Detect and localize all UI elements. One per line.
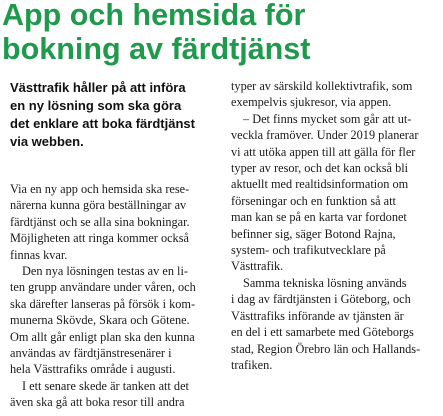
headline-line: bokning av färdtjänst [2, 32, 311, 66]
body-line: en del i ett samarbete med Göteborgs [231, 325, 414, 340]
body-line: i dag av färdtjänsten i Göteborg, och [231, 292, 411, 307]
body-line: exempelvis sjukresor, via appen. [231, 95, 392, 110]
lead-line: via webben. [10, 134, 84, 149]
body-line: förseningar och en funktion så att [231, 193, 396, 208]
headline [2, 0, 442, 66]
lead-line: Västtrafik håller på att införa [10, 80, 186, 95]
body-line: munerna Skövde, Skara och Götene. [10, 313, 190, 328]
body-line: befinner sig, säger Botond Rajna, [231, 226, 396, 241]
body-line: stad, Region Örebro län och Hallands- [231, 341, 421, 356]
lead-line: en ny lösning som ska göra [10, 98, 182, 113]
body-line: I ett senare skede är tanken att det [22, 378, 189, 393]
body-line: ten grupp användare under våren, och [10, 280, 196, 295]
body-line: ska därefter lanseras på försök i kom- [10, 296, 196, 311]
body-line: hela Västtrafiks område i augusti. [10, 362, 176, 377]
body-line: Om allt går enligt plan ska den kunna [10, 329, 195, 344]
body-line: vi att utöka appen till att gälla för fler [231, 144, 416, 159]
left-column [10, 79, 220, 411]
body-line: veckla framöver. Under 2019 planerar [231, 128, 419, 143]
body-line: färdtjänst och se alla sina bokningar. [10, 214, 190, 229]
lead-paragraph [10, 79, 220, 151]
body-line: man kan se på en karta var fordonet [231, 210, 407, 225]
body-line: aktuellt med realtidsinformation om [231, 177, 409, 192]
body-line: – Det finns mycket som går att ut- [243, 111, 412, 126]
body-line: Västtrafiks införande av tjänsten är [231, 308, 404, 323]
body-line: typer av särskild kollektivtrafik, som [231, 79, 413, 93]
lead-line: det enklare att boka färdtjänst [10, 116, 195, 131]
body-line: finnas kvar. [10, 247, 68, 262]
body-line: Möjligheten att ringa kommer också [10, 231, 189, 246]
body-line: trafiken. [231, 357, 273, 372]
right-body-text [231, 78, 441, 373]
left-body-text [10, 181, 220, 411]
body-line: Samma tekniska lösning används [243, 275, 407, 290]
body-line: användas av färdtjänstresenärer i [10, 346, 172, 361]
body-line: Västtrafik. [231, 259, 284, 274]
body-line: även ska gå att boka resor till andra [10, 395, 185, 410]
body-line: system- och trafikutvecklare på [231, 243, 386, 258]
body-line: typer av resor, och det kan också bli [231, 161, 409, 176]
body-line: närerna kunna göra beställningar av [10, 198, 187, 213]
body-line: Via en ny app och hemsida ska rese- [10, 182, 190, 196]
body-line: Den nya lösningen testas av en li- [22, 264, 188, 279]
headline-line: App och hemsida för [2, 0, 306, 32]
right-column [231, 78, 441, 373]
